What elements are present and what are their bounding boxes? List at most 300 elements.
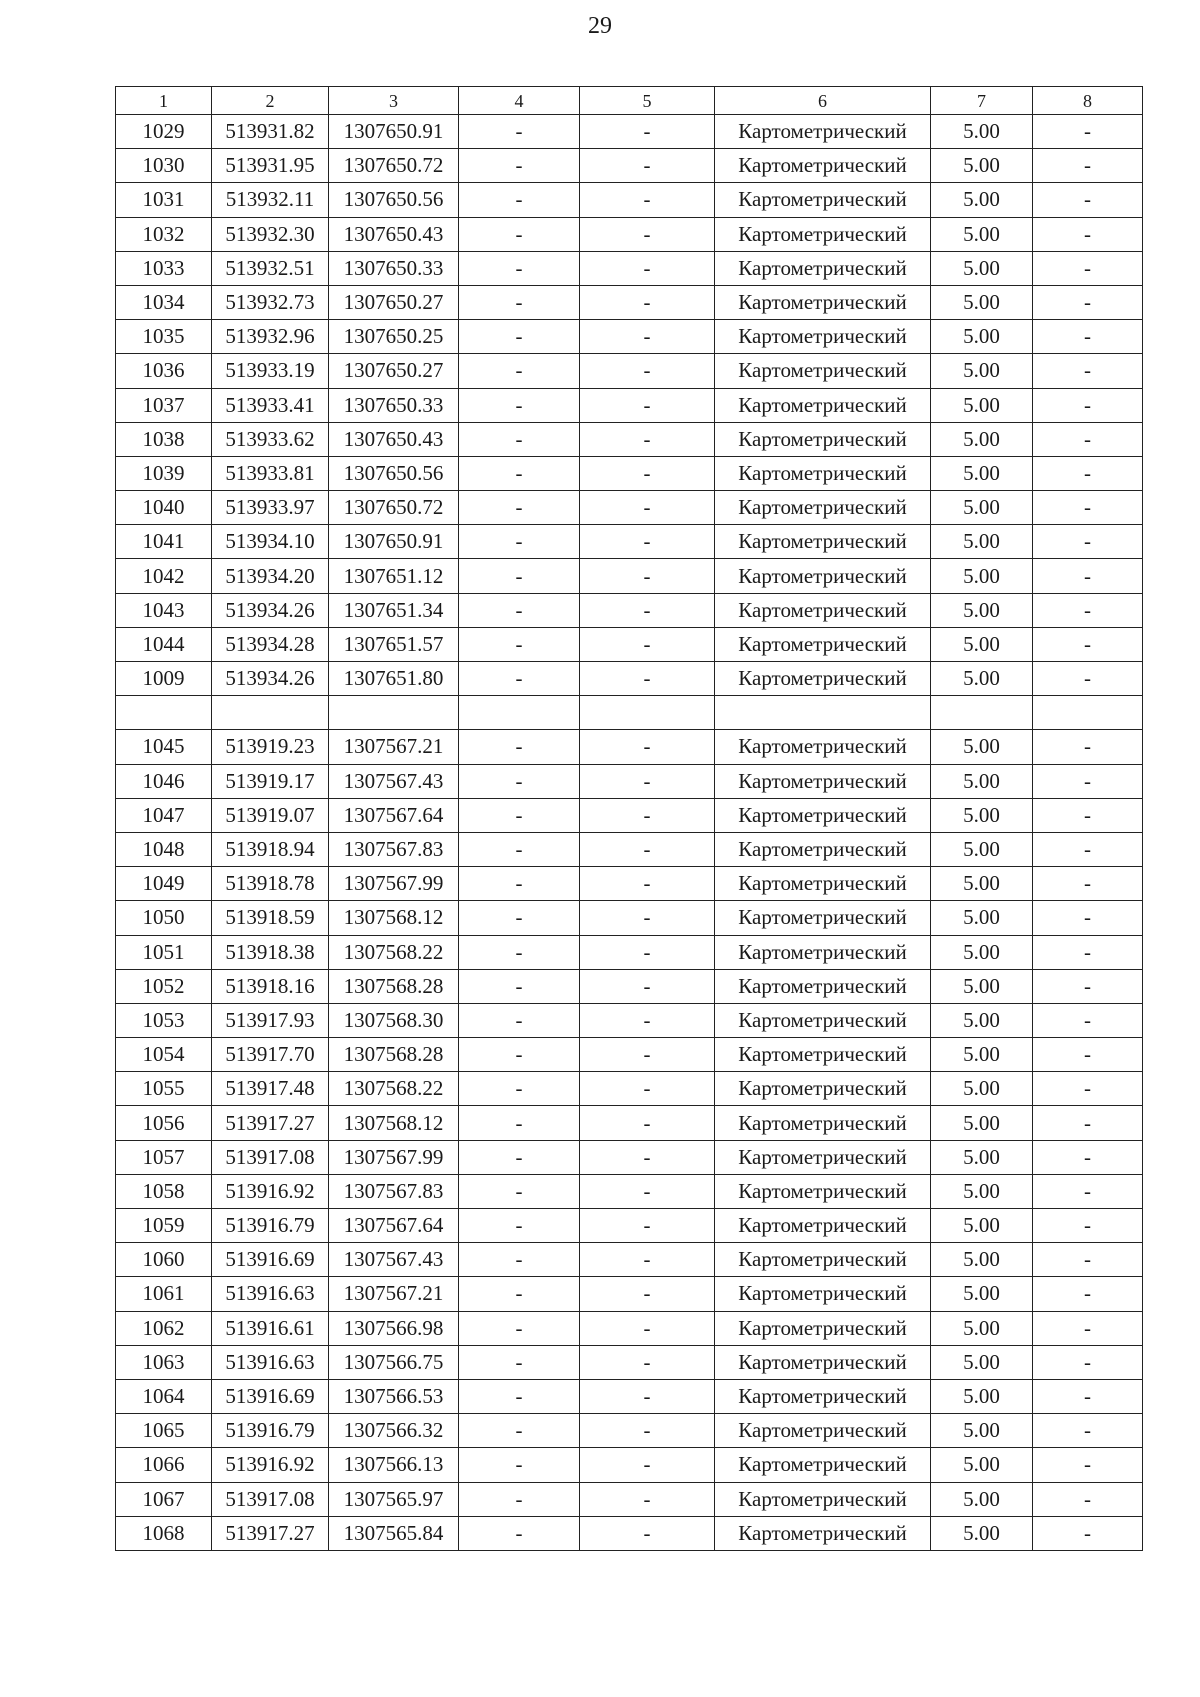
table-row <box>116 115 1143 149</box>
table-row <box>116 422 1143 456</box>
cell-col-5: - <box>580 491 715 525</box>
cell-point-number: 1062 <box>116 1311 212 1345</box>
cell-col-4: - <box>459 422 580 456</box>
cell-col-4 <box>459 696 580 730</box>
cell-col-4: - <box>459 593 580 627</box>
cell-col-8: - <box>1033 627 1143 661</box>
cell-accuracy: 5.00 <box>931 388 1033 422</box>
cell-y-coordinate: 1307650.91 <box>329 115 459 149</box>
cell-point-number: 1053 <box>116 1003 212 1037</box>
coordinates-table <box>115 86 1143 1551</box>
header-cell-3: 3 <box>329 87 459 115</box>
cell-y-coordinate: 1307650.25 <box>329 320 459 354</box>
cell-method: Картометрический <box>715 183 931 217</box>
table-row <box>116 251 1143 285</box>
cell-method: Картометрический <box>715 935 931 969</box>
cell-col-4: - <box>459 1003 580 1037</box>
cell-point-number: 1039 <box>116 456 212 490</box>
table-row <box>116 285 1143 319</box>
cell-accuracy <box>931 696 1033 730</box>
cell-y-coordinate <box>329 696 459 730</box>
cell-y-coordinate: 1307566.98 <box>329 1311 459 1345</box>
cell-col-8: - <box>1033 388 1143 422</box>
cell-x-coordinate: 513917.93 <box>212 1003 329 1037</box>
cell-point-number: 1029 <box>116 115 212 149</box>
table-row <box>116 183 1143 217</box>
cell-col-5: - <box>580 1414 715 1448</box>
cell-y-coordinate: 1307650.27 <box>329 285 459 319</box>
cell-x-coordinate: 513934.20 <box>212 559 329 593</box>
cell-col-8: - <box>1033 456 1143 490</box>
cell-col-5: - <box>580 354 715 388</box>
cell-method: Картометрический <box>715 1003 931 1037</box>
cell-x-coordinate: 513917.48 <box>212 1072 329 1106</box>
cell-col-4: - <box>459 354 580 388</box>
cell-y-coordinate: 1307568.22 <box>329 935 459 969</box>
header-row <box>116 87 1143 115</box>
cell-accuracy: 5.00 <box>931 1482 1033 1516</box>
cell-x-coordinate: 513917.27 <box>212 1106 329 1140</box>
cell-method: Картометрический <box>715 491 931 525</box>
cell-col-8: - <box>1033 1379 1143 1413</box>
cell-y-coordinate: 1307651.34 <box>329 593 459 627</box>
cell-y-coordinate: 1307650.56 <box>329 183 459 217</box>
header-cell-5: 5 <box>580 87 715 115</box>
cell-col-8: - <box>1033 1448 1143 1482</box>
cell-x-coordinate: 513917.08 <box>212 1482 329 1516</box>
cell-y-coordinate: 1307568.12 <box>329 901 459 935</box>
cell-method: Картометрический <box>715 867 931 901</box>
table-row <box>116 832 1143 866</box>
cell-col-5: - <box>580 627 715 661</box>
cell-x-coordinate: 513916.69 <box>212 1243 329 1277</box>
cell-x-coordinate: 513916.92 <box>212 1448 329 1482</box>
cell-point-number: 1040 <box>116 491 212 525</box>
cell-accuracy: 5.00 <box>931 662 1033 696</box>
cell-x-coordinate: 513917.70 <box>212 1038 329 1072</box>
cell-x-coordinate: 513933.41 <box>212 388 329 422</box>
cell-point-number: 1047 <box>116 798 212 832</box>
cell-x-coordinate: 513933.19 <box>212 354 329 388</box>
table-header <box>116 87 1143 115</box>
cell-x-coordinate: 513932.73 <box>212 285 329 319</box>
table-row <box>116 525 1143 559</box>
cell-method: Картометрический <box>715 730 931 764</box>
cell-point-number: 1036 <box>116 354 212 388</box>
cell-accuracy: 5.00 <box>931 149 1033 183</box>
cell-col-8: - <box>1033 285 1143 319</box>
table-row <box>116 627 1143 661</box>
cell-accuracy: 5.00 <box>931 798 1033 832</box>
cell-accuracy: 5.00 <box>931 730 1033 764</box>
cell-x-coordinate: 513934.28 <box>212 627 329 661</box>
cell-col-4: - <box>459 1106 580 1140</box>
cell-col-8: - <box>1033 251 1143 285</box>
cell-y-coordinate: 1307651.12 <box>329 559 459 593</box>
cell-method: Картометрический <box>715 456 931 490</box>
table-row <box>116 456 1143 490</box>
cell-point-number: 1048 <box>116 832 212 866</box>
cell-x-coordinate: 513933.97 <box>212 491 329 525</box>
cell-accuracy: 5.00 <box>931 1516 1033 1550</box>
cell-col-5: - <box>580 1174 715 1208</box>
cell-accuracy: 5.00 <box>931 217 1033 251</box>
table-row <box>116 1003 1143 1037</box>
cell-accuracy: 5.00 <box>931 456 1033 490</box>
cell-point-number: 1057 <box>116 1140 212 1174</box>
cell-method: Картометрический <box>715 388 931 422</box>
cell-point-number: 1009 <box>116 662 212 696</box>
table-row <box>116 764 1143 798</box>
cell-accuracy: 5.00 <box>931 320 1033 354</box>
cell-col-5: - <box>580 730 715 764</box>
cell-point-number: 1041 <box>116 525 212 559</box>
cell-point-number: 1065 <box>116 1414 212 1448</box>
cell-col-4: - <box>459 764 580 798</box>
table-row <box>116 559 1143 593</box>
cell-x-coordinate: 513919.07 <box>212 798 329 832</box>
cell-accuracy: 5.00 <box>931 593 1033 627</box>
cell-col-8: - <box>1033 491 1143 525</box>
cell-col-8: - <box>1033 559 1143 593</box>
cell-point-number: 1046 <box>116 764 212 798</box>
cell-accuracy: 5.00 <box>931 1277 1033 1311</box>
cell-accuracy: 5.00 <box>931 491 1033 525</box>
cell-col-8: - <box>1033 1140 1143 1174</box>
table-row <box>116 1038 1143 1072</box>
cell-x-coordinate: 513916.61 <box>212 1311 329 1345</box>
cell-col-5: - <box>580 832 715 866</box>
cell-point-number: 1045 <box>116 730 212 764</box>
cell-y-coordinate: 1307568.30 <box>329 1003 459 1037</box>
cell-y-coordinate: 1307567.21 <box>329 730 459 764</box>
cell-accuracy: 5.00 <box>931 901 1033 935</box>
cell-col-4: - <box>459 456 580 490</box>
table-row <box>116 1072 1143 1106</box>
cell-col-5: - <box>580 1106 715 1140</box>
cell-method: Картометрический <box>715 1038 931 1072</box>
table-row <box>116 1277 1143 1311</box>
cell-method: Картометрический <box>715 1140 931 1174</box>
cell-col-4: - <box>459 525 580 559</box>
cell-method: Картометрический <box>715 285 931 319</box>
cell-point-number: 1035 <box>116 320 212 354</box>
cell-accuracy: 5.00 <box>931 1003 1033 1037</box>
cell-point-number: 1064 <box>116 1379 212 1413</box>
cell-col-5: - <box>580 320 715 354</box>
cell-method: Картометрический <box>715 1277 931 1311</box>
cell-col-8: - <box>1033 867 1143 901</box>
cell-col-4: - <box>459 1243 580 1277</box>
cell-col-4: - <box>459 285 580 319</box>
cell-method: Картометрический <box>715 1243 931 1277</box>
header-cell-1: 1 <box>116 87 212 115</box>
cell-x-coordinate: 513931.82 <box>212 115 329 149</box>
cell-col-4: - <box>459 149 580 183</box>
table-row <box>116 1379 1143 1413</box>
cell-accuracy: 5.00 <box>931 422 1033 456</box>
cell-col-5: - <box>580 662 715 696</box>
cell-col-8: - <box>1033 320 1143 354</box>
cell-accuracy: 5.00 <box>931 1243 1033 1277</box>
cell-col-5: - <box>580 1448 715 1482</box>
cell-x-coordinate: 513931.95 <box>212 149 329 183</box>
table-row <box>116 354 1143 388</box>
cell-y-coordinate: 1307568.22 <box>329 1072 459 1106</box>
cell-method: Картометрический <box>715 1414 931 1448</box>
cell-method: Картометрический <box>715 901 931 935</box>
cell-point-number: 1043 <box>116 593 212 627</box>
cell-method: Картометрический <box>715 149 931 183</box>
cell-x-coordinate: 513933.81 <box>212 456 329 490</box>
cell-y-coordinate: 1307566.13 <box>329 1448 459 1482</box>
table-row <box>116 1140 1143 1174</box>
cell-col-8: - <box>1033 1311 1143 1345</box>
cell-col-8: - <box>1033 764 1143 798</box>
cell-point-number: 1061 <box>116 1277 212 1311</box>
cell-col-4: - <box>459 901 580 935</box>
cell-x-coordinate: 513934.26 <box>212 593 329 627</box>
cell-col-8: - <box>1033 662 1143 696</box>
cell-x-coordinate: 513932.30 <box>212 217 329 251</box>
cell-col-5: - <box>580 901 715 935</box>
cell-x-coordinate: 513916.69 <box>212 1379 329 1413</box>
cell-point-number: 1033 <box>116 251 212 285</box>
cell-y-coordinate: 1307568.12 <box>329 1106 459 1140</box>
cell-col-5: - <box>580 251 715 285</box>
cell-method: Картометрический <box>715 354 931 388</box>
cell-col-8: - <box>1033 969 1143 1003</box>
cell-y-coordinate: 1307567.64 <box>329 1209 459 1243</box>
table-row <box>116 388 1143 422</box>
table-row <box>116 867 1143 901</box>
table-row <box>116 1448 1143 1482</box>
cell-col-4: - <box>459 217 580 251</box>
cell-col-4: - <box>459 1209 580 1243</box>
cell-y-coordinate: 1307651.57 <box>329 627 459 661</box>
cell-y-coordinate: 1307566.53 <box>329 1379 459 1413</box>
cell-method: Картометрический <box>715 1072 931 1106</box>
cell-col-4: - <box>459 662 580 696</box>
cell-point-number: 1042 <box>116 559 212 593</box>
cell-col-8: - <box>1033 1209 1143 1243</box>
cell-y-coordinate: 1307565.97 <box>329 1482 459 1516</box>
cell-x-coordinate: 513932.96 <box>212 320 329 354</box>
cell-col-4: - <box>459 491 580 525</box>
cell-col-8 <box>1033 696 1143 730</box>
cell-col-8: - <box>1033 422 1143 456</box>
cell-y-coordinate: 1307650.43 <box>329 217 459 251</box>
cell-accuracy: 5.00 <box>931 1414 1033 1448</box>
table-row <box>116 696 1143 730</box>
cell-y-coordinate: 1307568.28 <box>329 1038 459 1072</box>
cell-accuracy: 5.00 <box>931 525 1033 559</box>
cell-y-coordinate: 1307566.75 <box>329 1345 459 1379</box>
cell-method: Картометрический <box>715 1106 931 1140</box>
cell-method: Картометрический <box>715 1448 931 1482</box>
cell-accuracy: 5.00 <box>931 1174 1033 1208</box>
cell-col-8: - <box>1033 1345 1143 1379</box>
cell-col-8: - <box>1033 525 1143 559</box>
cell-col-5: - <box>580 1482 715 1516</box>
table-row <box>116 969 1143 1003</box>
cell-accuracy: 5.00 <box>931 1448 1033 1482</box>
cell-col-5: - <box>580 388 715 422</box>
table-body <box>116 115 1143 1551</box>
cell-accuracy: 5.00 <box>931 832 1033 866</box>
cell-y-coordinate: 1307567.21 <box>329 1277 459 1311</box>
cell-col-5: - <box>580 456 715 490</box>
cell-method: Картометрический <box>715 1516 931 1550</box>
cell-col-4: - <box>459 1414 580 1448</box>
cell-point-number: 1056 <box>116 1106 212 1140</box>
cell-col-4: - <box>459 627 580 661</box>
cell-col-5: - <box>580 183 715 217</box>
cell-method: Картометрический <box>715 251 931 285</box>
cell-accuracy: 5.00 <box>931 183 1033 217</box>
cell-y-coordinate: 1307567.99 <box>329 867 459 901</box>
cell-col-5: - <box>580 1038 715 1072</box>
cell-y-coordinate: 1307567.43 <box>329 1243 459 1277</box>
cell-accuracy: 5.00 <box>931 354 1033 388</box>
cell-x-coordinate: 513916.63 <box>212 1277 329 1311</box>
cell-col-4: - <box>459 115 580 149</box>
header-cell-4: 4 <box>459 87 580 115</box>
cell-x-coordinate: 513916.92 <box>212 1174 329 1208</box>
cell-point-number: 1054 <box>116 1038 212 1072</box>
cell-method: Картометрический <box>715 559 931 593</box>
cell-point-number: 1066 <box>116 1448 212 1482</box>
cell-col-5: - <box>580 593 715 627</box>
cell-y-coordinate: 1307650.43 <box>329 422 459 456</box>
cell-accuracy: 5.00 <box>931 1106 1033 1140</box>
cell-col-5: - <box>580 1072 715 1106</box>
cell-point-number: 1030 <box>116 149 212 183</box>
cell-x-coordinate: 513919.23 <box>212 730 329 764</box>
cell-y-coordinate: 1307650.27 <box>329 354 459 388</box>
cell-x-coordinate: 513934.26 <box>212 662 329 696</box>
cell-x-coordinate: 513932.51 <box>212 251 329 285</box>
cell-point-number: 1038 <box>116 422 212 456</box>
cell-accuracy: 5.00 <box>931 285 1033 319</box>
cell-accuracy: 5.00 <box>931 1345 1033 1379</box>
cell-method: Картометрический <box>715 422 931 456</box>
cell-point-number: 1037 <box>116 388 212 422</box>
cell-col-4: - <box>459 1448 580 1482</box>
cell-method: Картометрический <box>715 969 931 1003</box>
cell-col-8: - <box>1033 1003 1143 1037</box>
cell-x-coordinate: 513934.10 <box>212 525 329 559</box>
cell-method: Картометрический <box>715 832 931 866</box>
cell-col-5: - <box>580 217 715 251</box>
cell-col-5 <box>580 696 715 730</box>
table-row <box>116 1209 1143 1243</box>
cell-y-coordinate: 1307568.28 <box>329 969 459 1003</box>
table-row <box>116 1345 1143 1379</box>
cell-col-5: - <box>580 935 715 969</box>
cell-col-4: - <box>459 730 580 764</box>
cell-y-coordinate: 1307650.33 <box>329 251 459 285</box>
cell-col-8: - <box>1033 832 1143 866</box>
cell-col-5: - <box>580 798 715 832</box>
cell-col-4: - <box>459 1140 580 1174</box>
cell-col-5: - <box>580 969 715 1003</box>
cell-col-4: - <box>459 1277 580 1311</box>
cell-point-number: 1052 <box>116 969 212 1003</box>
cell-col-4: - <box>459 969 580 1003</box>
cell-col-5: - <box>580 1003 715 1037</box>
cell-col-8: - <box>1033 115 1143 149</box>
table-row <box>116 1482 1143 1516</box>
cell-x-coordinate: 513916.63 <box>212 1345 329 1379</box>
cell-y-coordinate: 1307650.72 <box>329 149 459 183</box>
table-row <box>116 491 1143 525</box>
cell-point-number: 1034 <box>116 285 212 319</box>
cell-y-coordinate: 1307565.84 <box>329 1516 459 1550</box>
page-number: 29 <box>588 13 612 39</box>
cell-col-5: - <box>580 1516 715 1550</box>
cell-x-coordinate: 513933.62 <box>212 422 329 456</box>
cell-y-coordinate: 1307650.33 <box>329 388 459 422</box>
cell-y-coordinate: 1307567.83 <box>329 1174 459 1208</box>
cell-col-8: - <box>1033 1038 1143 1072</box>
cell-col-8: - <box>1033 183 1143 217</box>
cell-col-8: - <box>1033 798 1143 832</box>
cell-col-4: - <box>459 320 580 354</box>
cell-col-4: - <box>459 935 580 969</box>
cell-col-4: - <box>459 798 580 832</box>
cell-accuracy: 5.00 <box>931 115 1033 149</box>
cell-col-5: - <box>580 764 715 798</box>
cell-col-8: - <box>1033 1106 1143 1140</box>
cell-accuracy: 5.00 <box>931 935 1033 969</box>
cell-col-8: - <box>1033 935 1143 969</box>
table-row <box>116 149 1143 183</box>
cell-col-8: - <box>1033 1482 1143 1516</box>
cell-col-4: - <box>459 1379 580 1413</box>
cell-point-number: 1058 <box>116 1174 212 1208</box>
header-cell-8: 8 <box>1033 87 1143 115</box>
cell-col-8: - <box>1033 730 1143 764</box>
cell-col-5: - <box>580 1243 715 1277</box>
cell-col-5: - <box>580 1379 715 1413</box>
cell-point-number: 1044 <box>116 627 212 661</box>
cell-method: Картометрический <box>715 525 931 559</box>
cell-x-coordinate: 513919.17 <box>212 764 329 798</box>
cell-y-coordinate: 1307567.43 <box>329 764 459 798</box>
cell-col-8: - <box>1033 1072 1143 1106</box>
cell-col-8: - <box>1033 901 1143 935</box>
cell-col-5: - <box>580 115 715 149</box>
cell-method: Картометрический <box>715 1482 931 1516</box>
table-row <box>116 798 1143 832</box>
cell-method: Картометрический <box>715 217 931 251</box>
cell-method: Картометрический <box>715 1174 931 1208</box>
cell-col-8: - <box>1033 354 1143 388</box>
cell-col-8: - <box>1033 1174 1143 1208</box>
cell-col-4: - <box>459 1311 580 1345</box>
header-cell-6: 6 <box>715 87 931 115</box>
cell-x-coordinate: 513918.38 <box>212 935 329 969</box>
cell-method: Картометрический <box>715 1209 931 1243</box>
cell-y-coordinate: 1307567.99 <box>329 1140 459 1174</box>
cell-col-5: - <box>580 525 715 559</box>
cell-col-4: - <box>459 867 580 901</box>
cell-accuracy: 5.00 <box>931 1038 1033 1072</box>
cell-method: Картометрический <box>715 662 931 696</box>
cell-method: Картометрический <box>715 1345 931 1379</box>
cell-x-coordinate: 513918.94 <box>212 832 329 866</box>
